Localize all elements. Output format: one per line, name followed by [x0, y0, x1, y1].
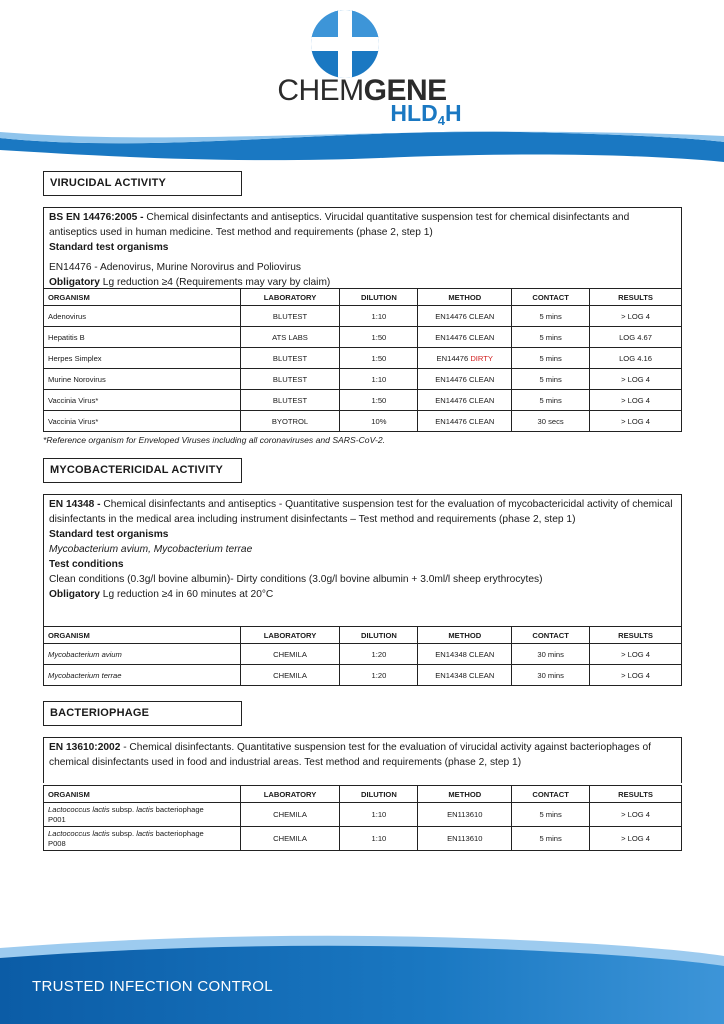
cell-results: > LOG 4 — [590, 827, 682, 851]
virucidal-obligatory-label: Obligatory — [49, 277, 100, 288]
cell-method — [418, 411, 512, 432]
cell-method: EN113610 — [418, 803, 512, 827]
cell-method — [418, 348, 512, 369]
table-header-row — [44, 627, 682, 644]
method-text: EN14476 CLEAN — [435, 311, 495, 321]
virucidal-standard: BS EN 14476:2005 - — [49, 212, 144, 223]
cell-laboratory: BLUTEST — [240, 369, 340, 390]
header-laboratory: LABORATORY — [240, 786, 340, 803]
organism-type: bacteriophage — [153, 804, 204, 814]
cell-contact: 5 mins — [512, 369, 590, 390]
bacteriophage-description: - Chemical disinfectants. Quantitative suspension test for the evaluation of virucidal activity against bacteriophages of chemical disinfectants used in food and industrial areas. Test method and requirements (phase 2, step 1) — [49, 742, 651, 768]
virucidal-footnote: *Reference organism for Enveloped Viruses including all coronaviruses and SARS-CoV-2. — [43, 435, 386, 445]
header-results: RESULTS — [590, 786, 682, 803]
table-header-row — [44, 786, 682, 803]
mycobactericidal-description-box — [43, 494, 682, 626]
mycobactericidal-title: MYCOBACTERICIDAL ACTIVITY — [43, 458, 242, 483]
organism-subsp: subsp. — [109, 828, 137, 838]
mycobactericidal-obligatory-label: Obligatory — [49, 589, 100, 600]
cell-results: > LOG 4 — [590, 665, 682, 686]
cell-results: > LOG 4 — [590, 644, 682, 665]
footer-wave — [0, 930, 724, 1024]
bacteriophage-title: BACTERIOPHAGE — [43, 701, 242, 726]
method-dirty-flag: DIRTY — [470, 353, 493, 363]
table-row — [44, 665, 682, 686]
method-text: EN14476 — [436, 353, 471, 363]
virucidal-organisms: EN14476 - Adenovirus, Murine Norovirus and Poliovirus — [49, 262, 301, 273]
cell-laboratory: CHEMILA — [240, 665, 340, 686]
cell-organism: Vaccinia Virus* — [44, 411, 241, 432]
cell-contact: 30 mins — [512, 665, 590, 686]
cell-results: LOG 4.16 — [590, 348, 682, 369]
cell-organism: Hepatitis B — [44, 327, 241, 348]
brand-product-b: H — [444, 100, 462, 126]
header-results: RESULTS — [590, 627, 682, 644]
cell-laboratory: BYOTROL — [240, 411, 340, 432]
mycobactericidal-standard: EN 14348 - — [49, 499, 101, 510]
header-dilution: DILUTION — [340, 627, 418, 644]
cell-organism — [44, 827, 241, 851]
cell-laboratory: CHEMILA — [240, 644, 340, 665]
organism-species: Lactococcus lactis — [48, 828, 110, 838]
organism-subsp: subsp. — [109, 804, 137, 814]
organism-code: P001 — [48, 814, 66, 824]
table-row — [44, 644, 682, 665]
cell-dilution: 1:10 — [340, 827, 418, 851]
mycobactericidal-organisms: Mycobacterium avium, Mycobacterium terrae — [49, 544, 253, 555]
cell-organism: Vaccinia Virus* — [44, 390, 241, 411]
bacteriophage-description-box — [43, 737, 682, 783]
cell-laboratory: CHEMILA — [240, 803, 340, 827]
table-row — [44, 390, 682, 411]
cell-contact: 5 mins — [512, 803, 590, 827]
method-text: EN14476 CLEAN — [435, 395, 495, 405]
logo — [0, 0, 724, 140]
cell-contact: 30 secs — [512, 411, 590, 432]
cell-contact: 5 mins — [512, 327, 590, 348]
cell-laboratory: ATS LABS — [240, 327, 340, 348]
cell-results: LOG 4.67 — [590, 327, 682, 348]
header-method: METHOD — [418, 786, 512, 803]
organism-type: bacteriophage — [153, 828, 204, 838]
cell-contact: 5 mins — [512, 348, 590, 369]
table-header-row — [44, 289, 682, 306]
method-text: EN14476 CLEAN — [435, 374, 495, 384]
method-text: EN14476 CLEAN — [435, 332, 495, 342]
brand-name-light: CHEM — [277, 74, 364, 107]
cell-organism: Mycobacterium avium — [44, 644, 241, 665]
cell-contact: 5 mins — [512, 390, 590, 411]
header-dilution: DILUTION — [340, 289, 418, 306]
cell-organism: Adenovirus — [44, 306, 241, 327]
table-row — [44, 369, 682, 390]
header-organism: ORGANISM — [44, 289, 241, 306]
bacteriophage-table — [43, 785, 682, 851]
virucidal-obligatory-text: Lg reduction ≥4 (Requirements may vary by claim) — [99, 277, 331, 288]
cell-dilution: 1:50 — [340, 348, 418, 369]
mycobactericidal-table — [43, 626, 682, 686]
header-organism: ORGANISM — [44, 627, 241, 644]
cell-organism — [44, 803, 241, 827]
virucidal-organisms-heading: Standard test organisms — [49, 242, 169, 253]
header-results: RESULTS — [590, 289, 682, 306]
cross-globe-icon — [305, 8, 385, 80]
cell-laboratory: BLUTEST — [240, 390, 340, 411]
mycobactericidal-obligatory-text: Lg reduction ≥4 in 60 minutes at 20°C — [99, 589, 274, 600]
cell-method — [418, 390, 512, 411]
header-contact: CONTACT — [512, 289, 590, 306]
brand-product-a: HLD — [390, 100, 438, 126]
cell-results: > LOG 4 — [590, 390, 682, 411]
cell-results: > LOG 4 — [590, 411, 682, 432]
header-method: METHOD — [418, 627, 512, 644]
organism-species: Lactococcus lactis — [48, 804, 110, 814]
cell-results: > LOG 4 — [590, 369, 682, 390]
cell-dilution: 1:50 — [340, 327, 418, 348]
bacteriophage-standard: EN 13610:2002 — [49, 742, 121, 753]
organism-subspecies: lactis — [136, 828, 154, 838]
organism-subspecies: lactis — [136, 804, 154, 814]
table-row — [44, 348, 682, 369]
cell-method — [418, 369, 512, 390]
cell-contact: 5 mins — [512, 827, 590, 851]
cell-method: EN14348 CLEAN — [418, 665, 512, 686]
cell-laboratory: BLUTEST — [240, 348, 340, 369]
method-text: EN14476 CLEAN — [435, 416, 495, 426]
header-contact: CONTACT — [512, 627, 590, 644]
virucidal-table — [43, 288, 682, 432]
organism-code: P008 — [48, 838, 66, 848]
cell-dilution: 1:50 — [340, 390, 418, 411]
mycobactericidal-conditions: Clean conditions (0.3g/l bovine albumin)- Dirty conditions (3.0g/l bovine albumin + 3.0ml/l sheep erythrocytes) — [49, 574, 543, 585]
table-row — [44, 411, 682, 432]
header-laboratory: LABORATORY — [240, 289, 340, 306]
table-row — [44, 306, 682, 327]
cell-organism: Murine Norovirus — [44, 369, 241, 390]
mycobactericidal-conditions-heading: Test conditions — [49, 559, 124, 570]
cell-method — [418, 306, 512, 327]
header-organism: ORGANISM — [44, 786, 241, 803]
cell-laboratory: BLUTEST — [240, 306, 340, 327]
virucidal-description-box — [43, 207, 682, 288]
cell-results: > LOG 4 — [590, 306, 682, 327]
header-dilution: DILUTION — [340, 786, 418, 803]
cell-method — [418, 327, 512, 348]
cell-method: EN113610 — [418, 827, 512, 851]
footer-tagline: TRUSTED INFECTION CONTROL — [32, 978, 273, 995]
virucidal-title: VIRUCIDAL ACTIVITY — [43, 171, 242, 196]
cell-dilution: 1:20 — [340, 644, 418, 665]
cell-dilution: 1:10 — [340, 306, 418, 327]
cell-contact: 5 mins — [512, 306, 590, 327]
cell-results: > LOG 4 — [590, 803, 682, 827]
cell-dilution: 10% — [340, 411, 418, 432]
table-row — [44, 327, 682, 348]
cell-organism: Herpes Simplex — [44, 348, 241, 369]
table-row — [44, 827, 682, 851]
header-contact: CONTACT — [512, 786, 590, 803]
cell-dilution: 1:10 — [340, 803, 418, 827]
cell-organism: Mycobacterium terrae — [44, 665, 241, 686]
header-wave — [0, 124, 724, 174]
brand-name-bold: GENE — [363, 74, 447, 107]
header-method: METHOD — [418, 289, 512, 306]
cell-dilution: 1:20 — [340, 665, 418, 686]
cell-contact: 30 mins — [512, 644, 590, 665]
mycobactericidal-organisms-heading: Standard test organisms — [49, 529, 169, 540]
table-row — [44, 803, 682, 827]
cell-laboratory: CHEMILA — [240, 827, 340, 851]
header-laboratory: LABORATORY — [240, 627, 340, 644]
cell-method: EN14348 CLEAN — [418, 644, 512, 665]
mycobactericidal-description: Chemical disinfectants and antiseptics - Quantitative suspension test for the evaluation of mycobactericidal activity of chemical disinfectants in the medical area including instrument disinfectants – Test method and requirements (phase 2, step 1) — [49, 499, 673, 525]
brand-product-subscript: 4 — [437, 113, 445, 128]
cell-dilution: 1:10 — [340, 369, 418, 390]
virucidal-description: Chemical disinfectants and antiseptics. Virucidal quantitative suspension test for chemical disinfectants and antiseptics used in human medicine. Test method and requirements (phase 2, step 1) — [49, 212, 630, 238]
